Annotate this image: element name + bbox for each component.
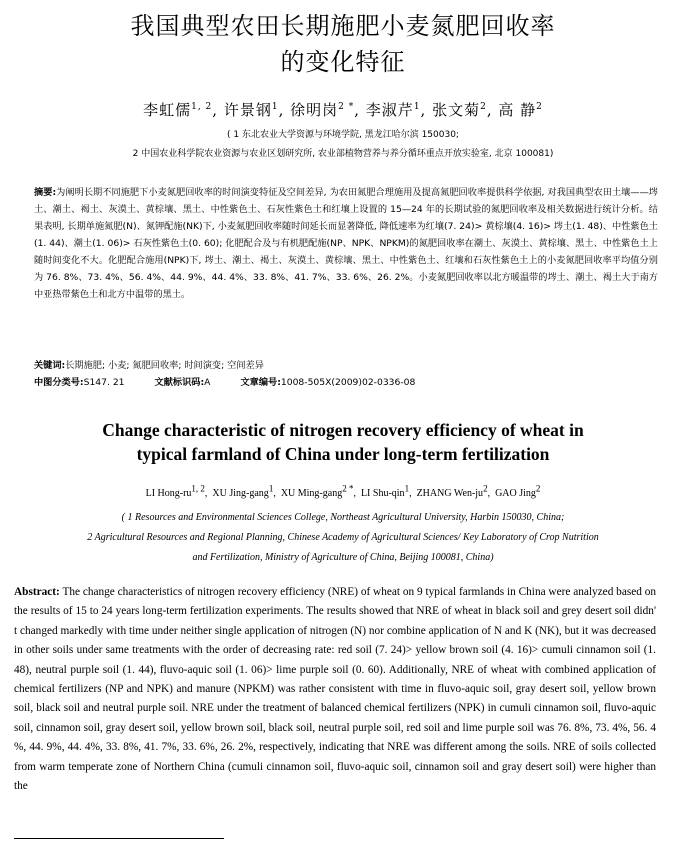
author-en: LI Hong-ru1, 2 [145,483,205,499]
chinese-abstract [34,184,658,303]
author-affiliation-mark: 1 [413,102,421,112]
author-affiliation-mark: 1 [268,483,274,494]
author-cn: 许景钢$^1$ [223,101,279,119]
affiliation-cn-line-2: 2 中国农业科学院农业资源与农业区划研究所, 农业部植物营养与养分循环重点开放实验室, 北京 100081) [132,149,554,159]
author-affiliation-mark: 1 [404,483,410,494]
classification-line [34,374,658,391]
author-affiliation-mark: 2 * [342,483,354,494]
author-cn: 李淑芹$^1$ [365,101,421,119]
chinese-title-line-2: 的变化特征 [280,48,406,76]
chinese-affiliations [0,126,686,164]
affiliation-en-line-2: 2 Agricultural Resources and Regional Planning, Chinese Academy of Agricultural Sciences/ Key Laboratory of Crop Nutrition [87,532,599,543]
author-affiliation-mark: 2 [536,102,543,112]
doc-code-label: 文献标识码: [154,377,205,388]
author-en: ZHANG Wen-ju2 [416,483,488,499]
chinese-title [0,8,686,80]
affiliation-cn-line-1: ( 1 东北农业大学资源与环境学院, 黑龙江哈尔滨 150030; [227,130,459,140]
chinese-title-line-1: 我国典型农田长期施肥小麦氮肥回收率 [130,12,556,40]
author-affiliation-mark: 2 [483,483,488,494]
keywords-cn-label: 关键词: [34,360,66,371]
keywords-cn-text: 长期施肥; 小麦; 氮肥回收率; 时间演变; 空间差异 [65,360,264,371]
english-title [0,418,686,466]
abstract-cn-label: 摘要: [34,187,57,198]
author-cn: 李虹儒$^{1, 2}$ [143,101,213,119]
english-author-list: LI Hong-ru1, 2, XU Jing-gang1, XU Ming-gang2 *, LI Shu-qin1, ZHANG Wen-ju2, GAO Jing2 [145,483,541,499]
footnote-divider [14,838,224,839]
author-affiliation-mark: 2 [535,483,541,494]
author-affiliation-mark: 1, 2 [191,102,213,112]
clc-value: S147. 21 [83,377,125,388]
chinese-keywords [34,357,658,374]
abstract-en-text: The change characteristics of nitrogen recovery efficiency (NRE) of wheat on 9 typical farmlands in China were analyzed based on the results of 15 to 24 years long-term fertilization experiments. The results showed that NRE of wheat in black soil and grey desert soil didn' t changed markedly with time under neither single application of nitrogen (N) nor combine application of N and K (NK), but it was decreased in other soils under same treatments with the order of decreasing rate: red soil (7. 24)> yellow brown soil (4. 16)> cumuli cinnamon soil (1. 48), neutral purple soil (1. 44), fluvo-aquic soil (1. 06)> lime purple soil (0. 60). Additionally, NRE of wheat with combined application of chemical fertilizers (NP and NPK) and manure (NPKM) was rather consistent with time in fluvo-aquic soil, gray desert soil, yellow brown soil, black soil and neutral purple soil. NRE under the treatment of balanced chemical fertilizers (NPK) in cumuli cinnamon soil, fluvo-aquic soil, cinnamon soil, gray desert soil, yellow brown soil, black soil, neutral purple soil, red soil and lime purple soil was 76. 8%, 73. 4%, 56. 4 %, 44. 9%, 44. 4%, 33. 8%, 41. 7%, 33. 6%, 26. 2%, respectively, indicating that NRE was different among the soils. NRE of soils collected from warm temperate zone of Northern China (cumuli cinnamon soil, fluvo-aquic soil, cinnamon soil and gray desert soil) were higher than the [14,586,657,793]
author-affiliation-mark: 2 * [338,102,355,112]
doc-code-value: A [204,377,211,388]
abstract-cn-text: 为阐明长期不同施肥下小麦氮肥回收率的时间演变特征及空间差异, 为农田氮肥合理施用及提高氮肥回收率提供科学依据, 对我国典型农田土壤——埁土、潮土、褐土、灰漠土、黄棕壤、黑土、中性紫色土、石灰性紫色土和红壤上设置的 15—24 年的长期试验的氮肥回收率及相关数据进行统计分析。结果表明, 长期单施氮肥(N)、氮钾配施(NK)下, 小麦氮肥回收率随时间延长而显著降低, 降低速率为红壤(7. 24)> 黄棕壤(4. 16)> 埁土(1. 48)、中性紫色土(1. 44)、潮土(1. 06)> 石灰性紫色土(0. 60); 化肥配合及与有机肥配施(NP、NPK、NPKM)的氮肥回收率在潮土、灰漠土、黄棕壤、黑土、中性紫色土上随时间变化不大。化肥配合施用(NPK)下, 埁土、潮土、褐土、灰漠土、黄棕壤、黑土、中性紫色土、红壤和石灰性紫色土上的小麦氮肥回收率平均值分别为 76. 8%、73. 4%、56. 4%、44. 9%、44. 4%、33. 8%、41. 7%、33. 6%、26. 2%。小麦氮肥回收率以北方暖温带的埁土、潮土、褐土大于南方中亚热带紫色土和北方中温带的黑土。 [34,187,658,300]
author-en: GAO Jing2 [495,483,541,499]
author-cn: 张文菊$^2$ [432,101,487,119]
article-number-value: 1008-505X(2009)02-0336-08 [280,377,416,388]
author-en: XU Jing-gang1 [212,483,274,499]
english-affiliations [30,508,656,568]
author-affiliation-mark: 1 [271,102,279,112]
english-title-line-2: typical farmland of China under long-term fertilization [136,444,550,464]
clc-label: 中图分类号: [34,377,84,388]
author-cn: 高 静$^2$ [498,101,543,119]
author-affiliation-mark: 2 [480,102,487,112]
abstract-en-label: Abstract: [14,586,60,598]
english-title-line-1: Change characteristic of nitrogen recovery efficiency of wheat in [102,420,584,440]
chinese-author-list: 李虹儒$^{1, 2}$, 许景钢$^1$, 徐明岗$^{2 *}$, 李淑芹$^1$, 张文菊$^2$, 高 静$^2$ [143,101,543,119]
author-en: XU Ming-gang2 * [280,483,354,499]
author-affiliation-mark: 1, 2 [191,483,205,494]
english-abstract [14,583,656,796]
article-number-label: 文章编号: [240,377,281,388]
author-cn: 徐明岗$^{2 *}$ [290,101,355,119]
author-en: LI Shu-qin1 [360,483,410,499]
affiliation-en-line-3: and Fertilization, Ministry of Agriculture of China, Beijing 100081, China) [192,552,494,563]
affiliation-en-line-1: ( 1 Resources and Environmental Sciences College, Northeast Agricultural University, Harbin 150030, China; [121,512,565,523]
